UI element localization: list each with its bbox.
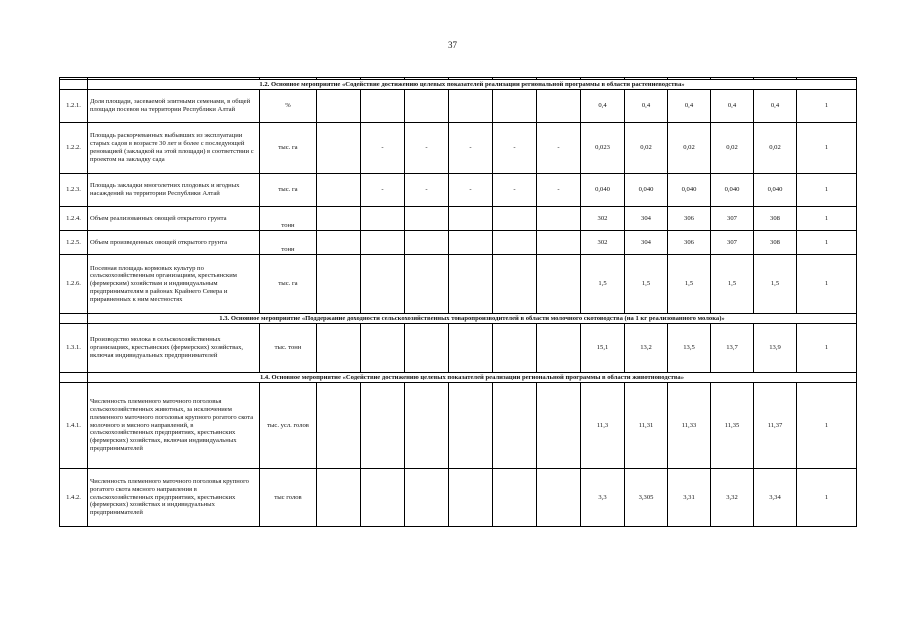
value-cell: 0,02 (625, 123, 668, 174)
value-cell: 0,040 (625, 174, 668, 207)
value-cell: - (361, 174, 405, 207)
section-header-row (60, 314, 857, 324)
value-cell: 3,34 (754, 469, 797, 527)
value-cell: 1 (797, 383, 857, 469)
indicator-name: Численность племенного маточного поголовья крупного рогатого скота мясного направления в сельскохозяйственных предприятиях, крестьянских (фермерских) хозяйствах и индивидуальных предпринимателей (88, 469, 260, 527)
row-number: 1.2.5. (60, 231, 88, 255)
value-cell: 11,31 (625, 383, 668, 469)
indicators-table (59, 77, 857, 527)
empty-cell (60, 314, 88, 324)
value-cell: 13,7 (711, 324, 754, 373)
value-cell: 3,3 (581, 469, 625, 527)
value-cell (361, 90, 405, 123)
value-cell (405, 231, 449, 255)
indicator-name: Объем произведенных овощей открытого грунта (88, 231, 260, 255)
value-cell: 1,5 (625, 255, 668, 314)
indicator-name: Площадь раскорчеванных выбывших из эксплуатации старых садов в возрасте 30 лет и более с последующей реновацией (закладкой на этой площади) в соответствии с проектом на закладку сада (88, 123, 260, 174)
indicator-name: Производство молока в сельскохозяйственных организациях, крестьянских (фермерских) хозяйствах, включая индивидуальных предпринимателей (88, 324, 260, 373)
value-cell: 307 (711, 207, 754, 231)
unit-cell: % (260, 90, 317, 123)
value-cell: 306 (668, 231, 711, 255)
table-row (60, 174, 857, 207)
indicator-name: Доля площади, засеваемой элитными семенами, в общей площади посевов на территории Республики Алтай (88, 90, 260, 123)
value-cell: 0,4 (625, 90, 668, 123)
indicator-name: Посевная площадь кормовых культур по сельскохозяйственным организациям, крестьянским (фермерским) хозяйствам и индивидуальным предпринимателям в районах Крайнего Севера и приравненных к ним местностях (88, 255, 260, 314)
value-cell: 1 (797, 469, 857, 527)
value-cell: 0,040 (754, 174, 797, 207)
value-cell (405, 207, 449, 231)
row-number: 1.3.1. (60, 324, 88, 373)
value-cell: 3,305 (625, 469, 668, 527)
value-cell (537, 324, 581, 373)
value-cell (493, 324, 537, 373)
value-cell: 3,31 (668, 469, 711, 527)
value-cell: 11,33 (668, 383, 711, 469)
value-cell (537, 469, 581, 527)
table-row (60, 324, 857, 373)
value-cell (317, 469, 361, 527)
value-cell: - (537, 123, 581, 174)
unit-cell: тонн (260, 207, 317, 231)
value-cell (405, 324, 449, 373)
unit-cell: тыс. усл. голов (260, 383, 317, 469)
unit-cell: тыс. га (260, 255, 317, 314)
value-cell: 0,4 (754, 90, 797, 123)
value-cell: 304 (625, 231, 668, 255)
section-title: 1.4. Основное мероприятие «Содействие достижению целевых показателей реализации региональной программы в области животноводства» (88, 373, 857, 383)
value-cell: 1,5 (711, 255, 754, 314)
value-cell (449, 90, 493, 123)
page-number: 37 (448, 40, 457, 50)
row-number: 1.2.6. (60, 255, 88, 314)
value-cell (493, 90, 537, 123)
row-number: 1.2.1. (60, 90, 88, 123)
row-number: 1.2.3. (60, 174, 88, 207)
value-cell: 1 (797, 255, 857, 314)
value-cell: 1,5 (668, 255, 711, 314)
value-cell: 1 (797, 123, 857, 174)
row-number: 1.2.4. (60, 207, 88, 231)
value-cell: 0,4 (668, 90, 711, 123)
indicator-name: Численность племенного маточного поголовья сельскохозяйственных животных, за исключением племенного маточного поголовья крупного рогатого скота молочного и мясного направлений, в сельскохозяйственных предприятиях, крестьянских (фермерских) хозяйствах, включая индивидуальных предпринимателей (88, 383, 260, 469)
value-cell: 13,9 (754, 324, 797, 373)
value-cell: - (493, 174, 537, 207)
section-header-row (60, 80, 857, 90)
value-cell: - (449, 123, 493, 174)
value-cell: 302 (581, 207, 625, 231)
table-row (60, 90, 857, 123)
value-cell (449, 255, 493, 314)
value-cell (405, 255, 449, 314)
value-cell: 15,1 (581, 324, 625, 373)
indicator-name: Площадь закладки многолетних плодовых и ягодных насаждений на территории Республики Алтай (88, 174, 260, 207)
row-number: 1.2.2. (60, 123, 88, 174)
value-cell (405, 90, 449, 123)
value-cell: - (405, 174, 449, 207)
value-cell: 1 (797, 207, 857, 231)
value-cell: 1 (797, 90, 857, 123)
value-cell (361, 231, 405, 255)
value-cell: 0,023 (581, 123, 625, 174)
value-cell: - (493, 123, 537, 174)
value-cell (493, 383, 537, 469)
value-cell (405, 383, 449, 469)
value-cell (317, 255, 361, 314)
unit-cell: тыс. га (260, 174, 317, 207)
empty-cell (60, 80, 88, 90)
value-cell: 306 (668, 207, 711, 231)
value-cell (361, 207, 405, 231)
value-cell: 0,040 (711, 174, 754, 207)
section-title: 1.3. Основное мероприятие «Поддержание доходности сельскохозяйственных товаропроизводителей в области молочного скотоводства (на 1 кг реализованного молока)» (88, 314, 857, 324)
value-cell (317, 231, 361, 255)
value-cell (537, 255, 581, 314)
value-cell: 0,040 (581, 174, 625, 207)
value-cell: 13,5 (668, 324, 711, 373)
value-cell: 1 (797, 174, 857, 207)
unit-cell: тыс. га (260, 123, 317, 174)
value-cell: 1,5 (581, 255, 625, 314)
value-cell (317, 207, 361, 231)
unit-cell: тыс голов (260, 469, 317, 527)
table-row (60, 231, 857, 255)
value-cell (493, 231, 537, 255)
value-cell: - (361, 123, 405, 174)
row-number: 1.4.2. (60, 469, 88, 527)
value-cell (449, 469, 493, 527)
value-cell (493, 469, 537, 527)
value-cell: 11,37 (754, 383, 797, 469)
value-cell: 0,02 (668, 123, 711, 174)
value-cell: 1,5 (754, 255, 797, 314)
value-cell: 302 (581, 231, 625, 255)
value-cell (317, 383, 361, 469)
value-cell (537, 207, 581, 231)
unit-cell: тыс. тонн (260, 324, 317, 373)
value-cell (317, 90, 361, 123)
value-cell: 0,02 (754, 123, 797, 174)
value-cell (493, 255, 537, 314)
value-cell (449, 207, 493, 231)
value-cell (449, 231, 493, 255)
value-cell: 0,02 (711, 123, 754, 174)
value-cell: - (405, 123, 449, 174)
table-row (60, 123, 857, 174)
value-cell: 307 (711, 231, 754, 255)
value-cell (405, 469, 449, 527)
value-cell: 11,3 (581, 383, 625, 469)
value-cell: 3,32 (711, 469, 754, 527)
table-row (60, 383, 857, 469)
value-cell (317, 324, 361, 373)
value-cell: 1 (797, 324, 857, 373)
row-number: 1.4.1. (60, 383, 88, 469)
value-cell: 0,4 (581, 90, 625, 123)
value-cell (537, 383, 581, 469)
value-cell: 0,040 (668, 174, 711, 207)
value-cell: - (537, 174, 581, 207)
value-cell (537, 231, 581, 255)
value-cell: 304 (625, 207, 668, 231)
value-cell: 0,4 (711, 90, 754, 123)
unit-cell: тонн (260, 231, 317, 255)
value-cell: 13,2 (625, 324, 668, 373)
value-cell (317, 174, 361, 207)
indicator-name: Объем реализованных овощей открытого грунта (88, 207, 260, 231)
value-cell (317, 123, 361, 174)
table-row (60, 469, 857, 527)
value-cell: 308 (754, 207, 797, 231)
value-cell (537, 90, 581, 123)
value-cell (493, 207, 537, 231)
value-cell (449, 383, 493, 469)
section-title: 1.2. Основное мероприятие «Содействие достижению целевых показателей реализации региональной программы в области растениеводства» (88, 80, 857, 90)
value-cell (361, 324, 405, 373)
table-row (60, 207, 857, 231)
value-cell (361, 383, 405, 469)
section-header-row (60, 373, 857, 383)
value-cell: 308 (754, 231, 797, 255)
table-row (60, 255, 857, 314)
value-cell (361, 255, 405, 314)
value-cell: 1 (797, 231, 857, 255)
value-cell: 11,35 (711, 383, 754, 469)
value-cell (361, 469, 405, 527)
value-cell (449, 324, 493, 373)
value-cell: - (449, 174, 493, 207)
empty-cell (60, 373, 88, 383)
